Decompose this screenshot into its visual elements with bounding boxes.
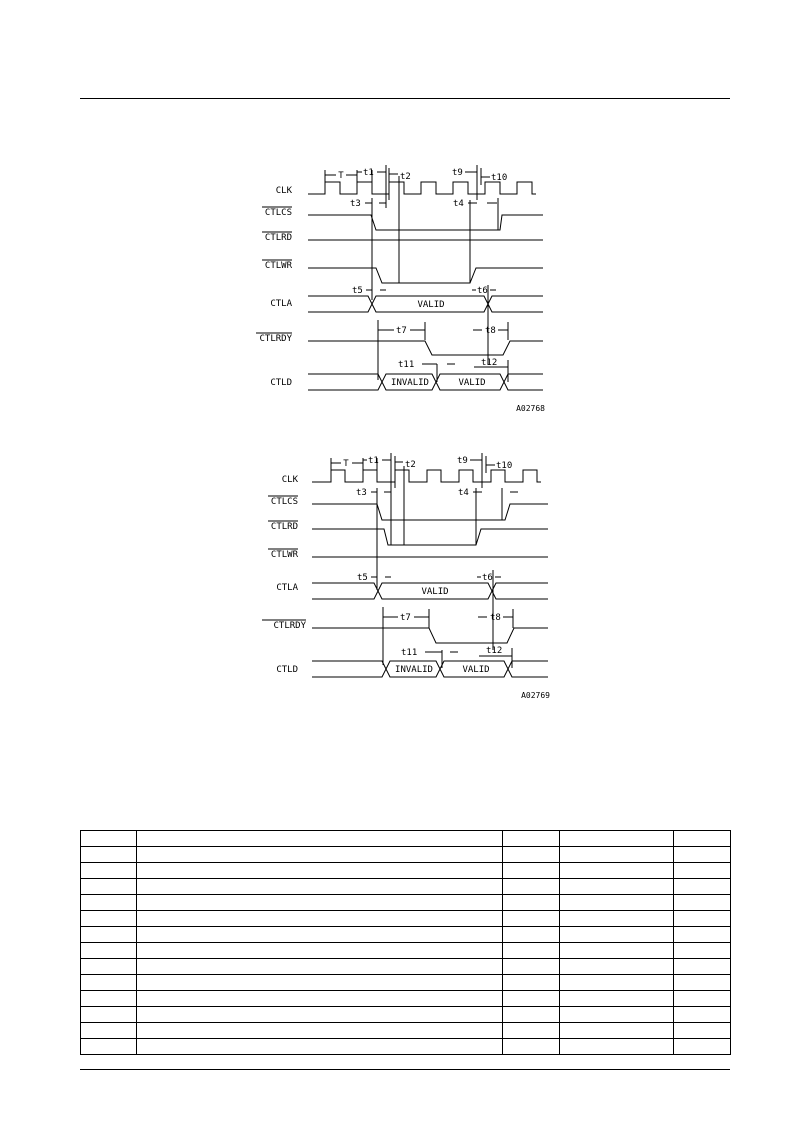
table-cell <box>560 895 674 911</box>
table-cell <box>81 1023 137 1039</box>
table-cell <box>81 895 137 911</box>
timing-t5: t5 <box>357 573 368 583</box>
timing-t9: t9 <box>452 168 463 178</box>
timing-t12: t12 <box>481 358 498 368</box>
table-cell <box>560 959 674 975</box>
table-row <box>81 847 731 863</box>
table-row <box>81 975 731 991</box>
ctld-invalid: INVALID <box>395 665 433 675</box>
table-row <box>81 863 731 879</box>
ctlrdy-waveform <box>312 628 548 643</box>
table-cell <box>674 863 731 879</box>
label-ctla: CTLA <box>276 583 298 593</box>
table-cell <box>137 959 503 975</box>
table-cell <box>560 991 674 1007</box>
table-cell <box>81 959 137 975</box>
table-cell <box>81 927 137 943</box>
table-cell <box>674 831 731 847</box>
table-cell <box>137 831 503 847</box>
table-row <box>81 831 731 847</box>
timing-t10: t10 <box>491 173 508 183</box>
label-clk: CLK <box>275 186 292 196</box>
table-cell <box>81 863 137 879</box>
label-ctla: CTLA <box>270 299 292 309</box>
table-cell <box>674 1007 731 1023</box>
label-ctlwr: CTLWR <box>264 261 292 271</box>
table-row <box>81 1039 731 1055</box>
table-row <box>81 1007 731 1023</box>
timing-T: T <box>343 459 349 469</box>
table-cell <box>137 847 503 863</box>
timing-t1: t1 <box>363 168 374 178</box>
timing-t6: t6 <box>477 286 488 296</box>
ctla-valid: VALID <box>421 587 449 597</box>
timing-t5: t5 <box>352 286 363 296</box>
label-ctlcs: CTLCS <box>264 208 292 218</box>
table-cell <box>137 1023 503 1039</box>
table-cell <box>81 847 137 863</box>
label-ctlrdy: CTLRDY <box>259 334 292 344</box>
table-cell <box>503 1023 560 1039</box>
table-cell <box>137 927 503 943</box>
timing-t8: t8 <box>485 326 496 336</box>
label-ctld: CTLD <box>276 665 298 675</box>
table-cell <box>674 911 731 927</box>
table-cell <box>137 1007 503 1023</box>
timing-t11: t11 <box>401 648 418 658</box>
table-cell <box>137 911 503 927</box>
table-cell <box>503 879 560 895</box>
table-cell <box>560 1039 674 1055</box>
timing-parameter-table <box>80 830 731 1055</box>
table-cell <box>674 879 731 895</box>
table-cell <box>560 975 674 991</box>
table-row <box>81 911 731 927</box>
table-cell <box>503 1007 560 1023</box>
label-ctlwr: CTLWR <box>270 550 298 560</box>
ctld-invalid: INVALID <box>391 378 429 388</box>
label-ctlrd: CTLRD <box>264 233 292 243</box>
timing-t4: t4 <box>453 199 464 209</box>
timing-t7: t7 <box>396 326 407 336</box>
table-cell <box>503 991 560 1007</box>
table-cell <box>81 975 137 991</box>
table-row <box>81 959 731 975</box>
table-cell <box>137 895 503 911</box>
read-timing-diagram <box>0 430 793 714</box>
table-cell <box>560 943 674 959</box>
write-figure-id: A02768 <box>516 404 545 413</box>
timing-t6: t6 <box>482 573 493 583</box>
table-row <box>81 895 731 911</box>
timing-t4: t4 <box>458 488 469 498</box>
table-cell <box>674 895 731 911</box>
label-ctld: CTLD <box>270 378 292 388</box>
timing-t9: t9 <box>457 456 468 466</box>
timing-t1: t1 <box>368 456 379 466</box>
clk-waveform <box>308 182 536 194</box>
label-ctlcs: CTLCS <box>270 497 298 507</box>
table-cell <box>503 911 560 927</box>
table-cell <box>503 831 560 847</box>
table-cell <box>560 831 674 847</box>
table-cell <box>81 1007 137 1023</box>
label-ctlrdy: CTLRDY <box>273 621 306 631</box>
table-cell <box>503 863 560 879</box>
ctld-valid: VALID <box>458 378 486 388</box>
table-cell <box>137 863 503 879</box>
label-clk: CLK <box>281 475 298 485</box>
table-cell <box>674 959 731 975</box>
table-cell <box>674 1023 731 1039</box>
table-cell <box>81 911 137 927</box>
timing-t10: t10 <box>496 461 513 471</box>
ctlcs-waveform <box>312 504 548 520</box>
table-cell <box>81 991 137 1007</box>
table-cell <box>674 1039 731 1055</box>
table-cell <box>560 1023 674 1039</box>
timing-t12: t12 <box>486 646 503 656</box>
ctlwr-waveform <box>308 268 543 283</box>
table-cell <box>503 959 560 975</box>
table-cell <box>137 991 503 1007</box>
write-timing-diagram <box>0 0 793 434</box>
table-cell <box>503 975 560 991</box>
table-cell <box>503 1039 560 1055</box>
table-cell <box>674 943 731 959</box>
timing-t8: t8 <box>490 613 501 623</box>
table-cell <box>560 927 674 943</box>
timing-T: T <box>338 171 344 181</box>
table-cell <box>674 991 731 1007</box>
table-cell <box>560 1007 674 1023</box>
table-cell <box>560 847 674 863</box>
table-cell <box>560 863 674 879</box>
table-cell <box>137 1039 503 1055</box>
table-cell <box>503 895 560 911</box>
table-cell <box>137 943 503 959</box>
table-cell <box>674 927 731 943</box>
table-cell <box>503 943 560 959</box>
read-figure-id: A02769 <box>521 691 550 700</box>
ctld-valid: VALID <box>462 665 490 675</box>
table-cell <box>560 911 674 927</box>
ctla-valid: VALID <box>417 300 445 310</box>
timing-t7: t7 <box>400 613 411 623</box>
label-ctlrd: CTLRD <box>270 522 298 532</box>
table-row <box>81 927 731 943</box>
table-body <box>81 831 731 1055</box>
table-cell <box>81 831 137 847</box>
table-cell <box>503 847 560 863</box>
table-cell <box>503 927 560 943</box>
table-cell <box>81 879 137 895</box>
clk-waveform <box>312 470 541 482</box>
timing-t3: t3 <box>350 199 361 209</box>
table-cell <box>674 975 731 991</box>
table-row <box>81 879 731 895</box>
table-cell <box>560 879 674 895</box>
ctlcs-waveform <box>308 215 543 230</box>
ctlrdy-waveform <box>308 341 543 355</box>
table-row <box>81 1023 731 1039</box>
table-cell <box>137 879 503 895</box>
footer-rule <box>80 1069 730 1070</box>
timing-t2: t2 <box>400 172 411 182</box>
table-row <box>81 943 731 959</box>
table-cell <box>81 1039 137 1055</box>
ctlrd-waveform <box>312 529 548 545</box>
timing-t11: t11 <box>398 360 415 370</box>
table-row <box>81 991 731 1007</box>
timing-t2: t2 <box>405 460 416 470</box>
table-cell <box>81 943 137 959</box>
table-cell <box>137 975 503 991</box>
timing-t3: t3 <box>356 488 367 498</box>
table-cell <box>674 847 731 863</box>
